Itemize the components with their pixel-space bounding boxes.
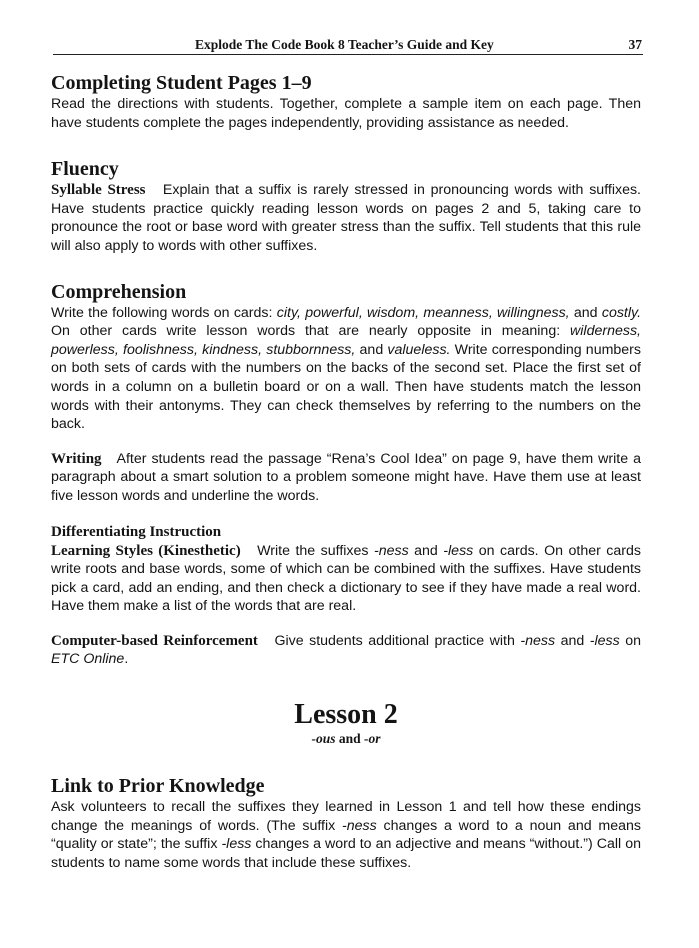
- differentiating-paragraph: [51, 542, 641, 616]
- comprehension-text-4: and: [355, 341, 388, 358]
- fluency-text: Explain that a suffix is rarely stressed in pronouncing words with suffixes. Have students practice quickly reading lesson words on pages 2 and 5, taking care to pronounce the root or base word with greater stress than the suffix. Tell students that this rule will also apply to words with other suffixes.: [51, 182, 642, 254]
- differentiating-heading: Differentiating Instruction: [51, 523, 222, 540]
- running-header: [55, 37, 642, 53]
- comprehension-text-3: On other cards write lesson words that are nearly opposite in meaning:: [51, 323, 571, 340]
- computer-text-4: .: [124, 651, 129, 668]
- etc-online: ETC Online: [51, 651, 125, 668]
- diff-text-2: and: [408, 542, 444, 559]
- header-rule: [53, 54, 643, 55]
- learning-styles-subhead: Learning Styles (Kinesthetic): [51, 542, 241, 559]
- writing-subhead: Writing: [51, 450, 102, 467]
- comprehension-text-1: Write the following words on cards:: [51, 304, 277, 321]
- writing-text: After students read the passage “Rena’s Cool Idea” on page 9, have them write a paragraph about a smart solution to a problem someone might have. Have them use at least five lesson words and underline the words.: [51, 450, 641, 504]
- word-list-2: wilderness, powerless, foolishness, kindness, stubbornness,: [51, 323, 641, 358]
- syllable-stress-subhead: Syllable Stress: [51, 182, 146, 199]
- word-list-1: city, powerful, wisdom, meanness, willingness,: [276, 304, 570, 321]
- lesson-subtitle: [51, 731, 641, 747]
- word-valueless: valueless.: [387, 341, 451, 358]
- suffix-ness: -ness: [520, 632, 556, 649]
- prior-text-1: Ask volunteers to recall the suffixes they learned in Lesson 1 and tell how these endings change the meanings of words. (The suffix: [51, 799, 641, 834]
- comprehension-paragraph: [51, 304, 641, 434]
- suffix-less: -less: [443, 542, 474, 559]
- comprehension-text-5: Write corresponding numbers on both sets of cards with the numbers on the backs of the second set. Place the first set of words in a column on a bulletin board or on a wall. Then have students match the lesson words with their antonyms. They can check themselves by referring to the numbers on the back.: [51, 341, 642, 433]
- writing-paragraph: [51, 450, 641, 506]
- suffix-ness: -ness: [373, 542, 409, 559]
- main-content: [51, 71, 641, 872]
- computer-subhead: Computer-based Reinforcement: [51, 632, 258, 649]
- diff-text-1: Write the suffixes: [257, 542, 374, 559]
- completing-paragraph: Read the directions with students. Together, complete a sample item on each page. Then have students complete the pages independently, providing assistance as needed.: [51, 96, 641, 131]
- fluency-paragraph: [51, 181, 641, 255]
- prior-text-3: changes a word to an adjective and means “without.”) Call on students to name some words that include these suffixes.: [51, 836, 641, 871]
- comprehension-text-2: and: [569, 304, 602, 321]
- page-number: 37: [628, 37, 642, 52]
- section-heading-comprehension: Comprehension: [51, 280, 187, 303]
- diff-text-3: on cards. On other cards write roots and base words, some of which can be combined with the suffixes. Have students pick a card, add an ending, and then check a dictionary to see if they have made a real word. Have them make a list of the words that are real.: [51, 542, 641, 615]
- computer-text-2: and: [555, 632, 590, 649]
- book-title: Explode The Code Book 8 Teacher’s Guide and Key: [195, 37, 494, 52]
- suffix-ous: -ous: [311, 731, 336, 747]
- section-heading-completing: Completing Student Pages 1–9: [51, 72, 312, 94]
- lesson-sub-and: and: [335, 731, 365, 747]
- prior-text-2: changes a word to a noun and means “quality or state”; the suffix: [51, 817, 641, 853]
- computer-text-3: on: [619, 632, 641, 649]
- section-heading-fluency: Fluency: [51, 158, 119, 181]
- suffix-less: -less: [221, 836, 252, 853]
- section-heading-prior-knowledge: Link to Prior Knowledge: [51, 775, 265, 798]
- suffix-or: -or: [364, 731, 381, 747]
- suffix-ness: -ness: [342, 817, 377, 834]
- prior-knowledge-paragraph: [51, 798, 641, 872]
- lesson-title: Lesson 2: [294, 699, 398, 731]
- computer-paragraph: [51, 632, 641, 669]
- suffix-less: -less: [589, 632, 620, 649]
- word-costly: costly.: [601, 304, 642, 321]
- computer-text-1: Give students additional practice with: [274, 632, 521, 649]
